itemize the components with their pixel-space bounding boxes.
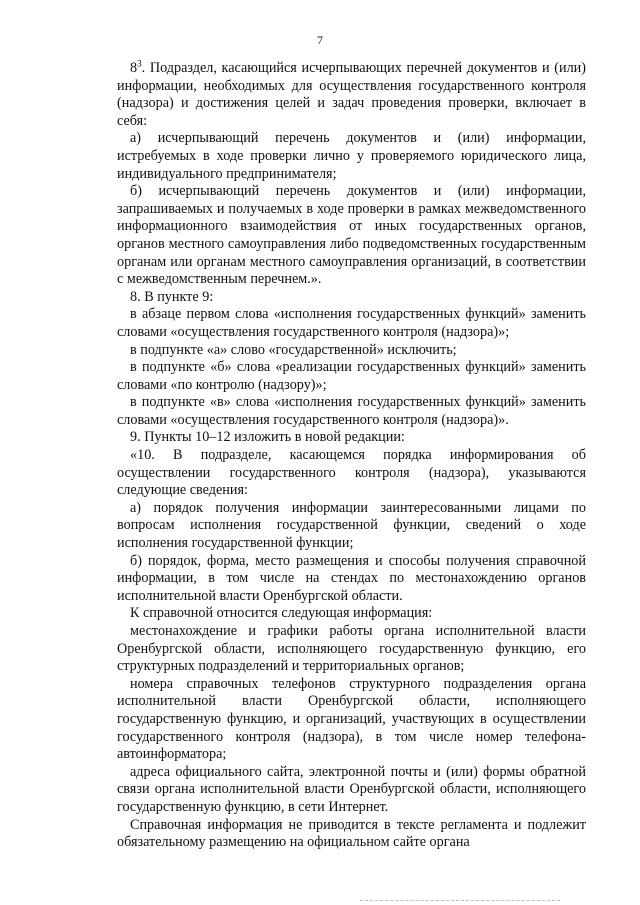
paragraph-text: . Подраздел, касающийся исчерпывающих перечней документов и (или) информации, необходимых для осуществления государственного контроля (надзора) и достижения целей и задач проведения проверки, включает в себя:: [117, 60, 586, 129]
superscript-mark: 3: [137, 58, 142, 69]
paragraph-10-a: а) порядок получения информации заинтересованными лицами по вопросам исполнения государственной функции, сведений о ходе исполнения государственной функции;: [117, 499, 586, 552]
paragraph-reference-info: К справочной относится следующая информация:: [130, 605, 433, 622]
paragraph-subitem-a: в подпункте «а» слово «государственной» исключить;: [130, 341, 457, 358]
scan-edge-marks: [360, 900, 560, 904]
paragraph-10-b: б) порядок, форма, место размещения и способы получения справочной информации, в том числе на стендах по местонахождению органов исполнительной власти Оренбургской области.: [117, 552, 586, 604]
paragraph-location: местонахождение и графики работы органа исполнительной власти Оренбургской области, исполняющего государственную функцию, его структурных подразделений и территориальных органов;: [117, 623, 586, 675]
page-number: 7: [317, 33, 323, 47]
paragraph-first-abzac: в абзаце первом слова «исполнения государственных функций» заменить словами «осуществления государственного контроля (надзора)»;: [117, 306, 586, 340]
paragraph-phones: номера справочных телефонов структурного подразделения органа исполнительной власти Оренбургской области, исполняющего государственную функцию, и организаций, участвующих в осуществлении государственного контроля (надзора), в том числе номер телефона-автоинформатора;: [117, 675, 586, 763]
paragraph-lead: 8: [130, 60, 138, 76]
paragraph-item-a: а) исчерпывающий перечень документов и (или) информации, истребуемых в ходе проверки лично у проверяемого юридического лица, индивидуального предпринимателя;: [117, 130, 586, 182]
paragraph-website: адреса официального сайта, электронной почты и (или) формы обратной связи органа исполнительной власти Оренбургской области, исполняющего государственную функцию, в сети Интернет.: [117, 763, 586, 815]
paragraph-point-9: 9. Пункты 10–12 изложить в новой редакции:: [130, 429, 405, 446]
paragraph-subitem-b: в подпункте «б» слова «реализации государственных функций» заменить словами «по контролю (надзору)»;: [117, 359, 586, 393]
paragraph-8-3: [117, 60, 586, 130]
paragraph-item-b: б) исчерпывающий перечень документов и (или) информации, запрашиваемых и получаемых в ходе проверки в рамках межведомственного информационного взаимодействия от иных государственных органов, органов местного самоуправления либо подведомственных государственным органам или органам местного самоуправления организаций, в соответствии с межведомственным перечнем.».: [117, 183, 586, 288]
paragraph-reference-placement: Справочная информация не приводится в тексте регламента и подлежит обязательному размещению на официальном сайте органа: [117, 816, 586, 851]
document-body: [117, 60, 586, 852]
paragraph-point-8: 8. В пункте 9:: [130, 288, 214, 305]
paragraph-subitem-v: в подпункте «в» слова «исполнения государственных функций» заменить словами «осуществления государственного контроля (надзора)».: [117, 394, 586, 428]
paragraph-point-10: «10. В подразделе, касающемся порядка информирования об осуществлении государственного контроля (надзора), указываются следующие сведения:: [117, 447, 586, 499]
